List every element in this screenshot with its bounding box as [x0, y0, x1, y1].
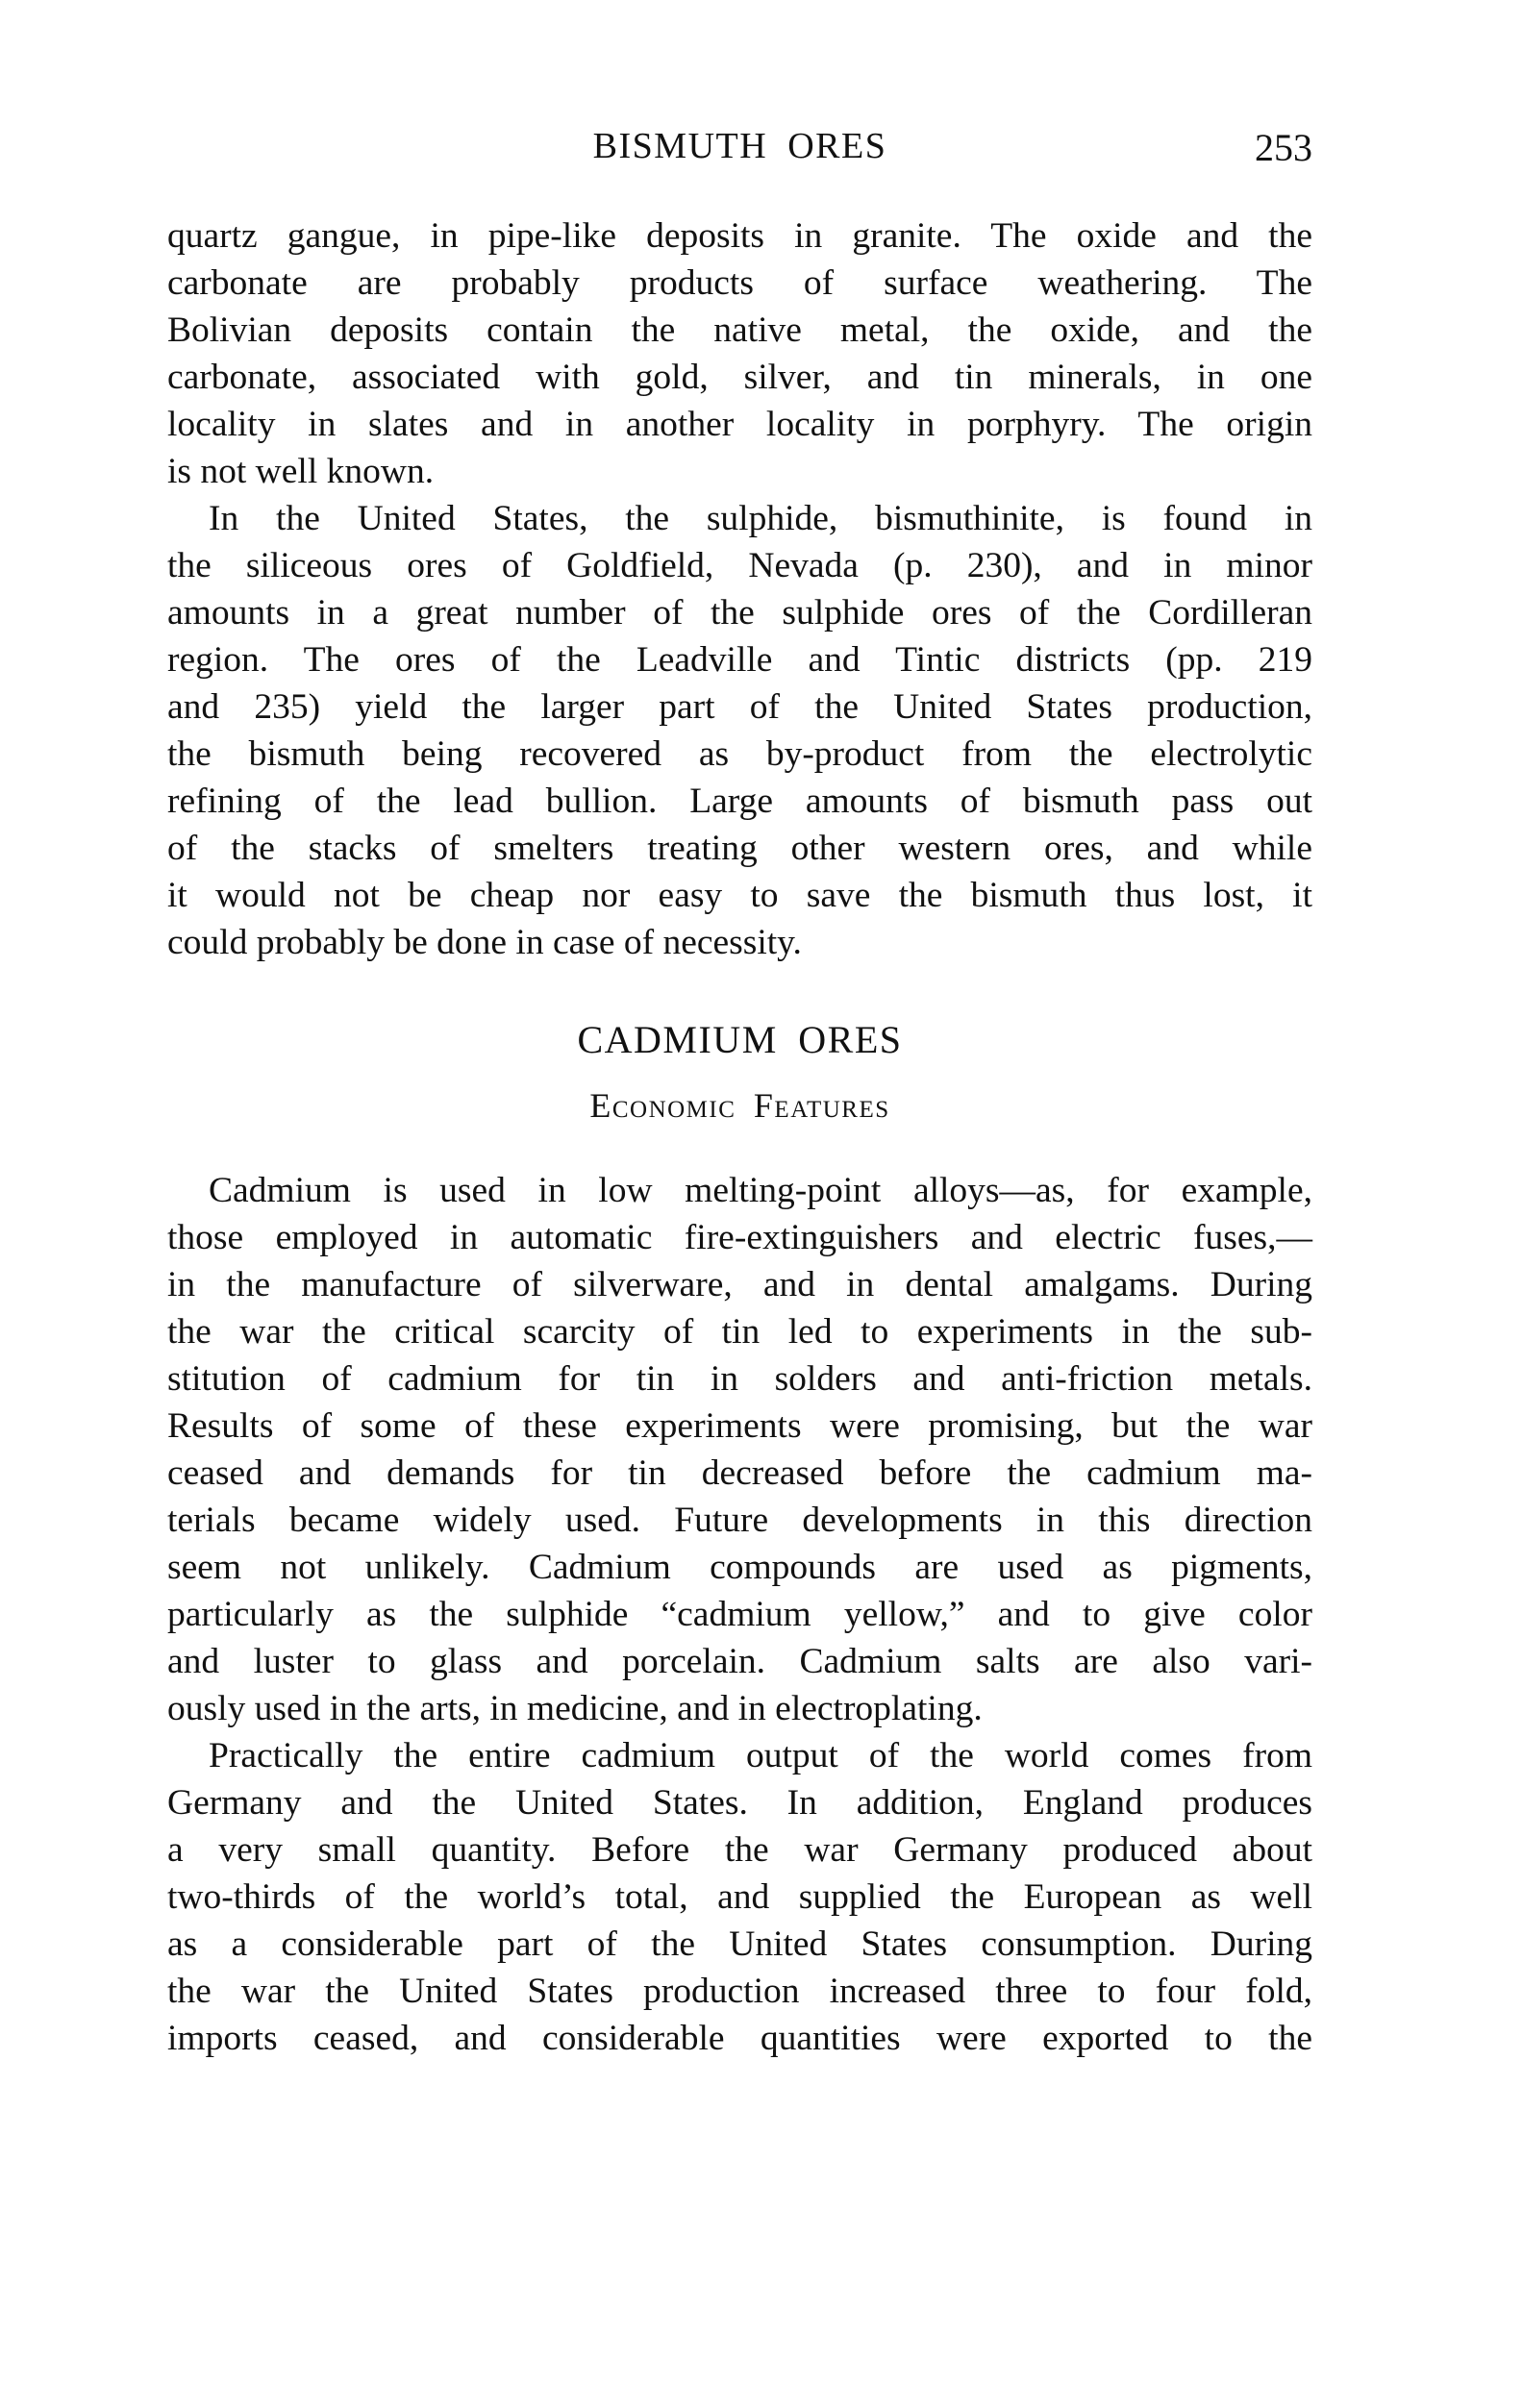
- text-line: carbonate, associated with gold, silver, and tin minerals, in one: [167, 358, 1312, 397]
- section-subheading: Economic Features: [589, 1086, 890, 1125]
- text-line: the war the critical scarcity of tin led to experiments in the sub-: [167, 1312, 1312, 1352]
- paragraph: [167, 212, 1312, 495]
- text-line: a very small quantity. Before the war Germany produced about: [167, 1830, 1312, 1870]
- text-line: those employed in automatic fire-extinguishers and electric fuses,—: [167, 1218, 1312, 1257]
- cadmium-section: [167, 1167, 1312, 2062]
- text-line: seem not unlikely. Cadmium compounds are used as pigments,: [167, 1548, 1312, 1587]
- text-line: as a considerable part of the United States consumption. During: [167, 1924, 1312, 1964]
- text-line: region. The ores of the Leadville and Tintic districts (pp. 219: [167, 640, 1312, 680]
- text-line: is not well known.: [167, 452, 435, 491]
- text-line: it would not be cheap nor easy to save the bismuth thus lost, it: [167, 876, 1312, 915]
- text-line: and 235) yield the larger part of the United States production,: [167, 687, 1312, 727]
- text-line: Results of some of these experiments were promising, but the war: [167, 1406, 1312, 1446]
- text-line: stitution of cadmium for tin in solders and anti-friction metals.: [167, 1359, 1312, 1399]
- text-line: quartz gangue, in pipe-like deposits in granite. The oxide and the: [167, 216, 1312, 256]
- paragraph: [167, 495, 1312, 966]
- text-line: the bismuth being recovered as by-product from the electrolytic: [167, 734, 1312, 774]
- running-head: [167, 123, 1312, 169]
- text-line: terials became widely used. Future developments in this direction: [167, 1501, 1312, 1540]
- text-line: carbonate are probably products of surface weathering. The: [167, 263, 1312, 303]
- page-number: 253: [1255, 126, 1312, 169]
- text-line: particularly as the sulphide “cadmium yellow,” and to give color: [167, 1595, 1312, 1634]
- text-line: two-thirds of the world’s total, and supplied the European as well: [167, 1877, 1312, 1917]
- text-line: ceased and demands for tin decreased before the cadmium ma-: [167, 1453, 1312, 1493]
- paragraph: [167, 1732, 1312, 2062]
- text-line: refining of the lead bullion. Large amounts of bismuth pass out: [167, 782, 1312, 821]
- text-line: ously used in the arts, in medicine, and in electroplating.: [167, 1689, 983, 1728]
- text-line: the war the United States production increased three to four fold,: [167, 1972, 1312, 2011]
- text-line: in the manufacture of silverware, and in dental amalgams. During: [167, 1265, 1312, 1304]
- text-line: In the United States, the sulphide, bismuthinite, is found in: [209, 499, 1312, 538]
- section-heading: CADMIUM ORES: [577, 1018, 903, 1061]
- paragraph: [167, 1167, 1312, 1732]
- text-line: and luster to glass and porcelain. Cadmium salts are also vari-: [167, 1642, 1312, 1681]
- text-line: could probably be done in case of necessity.: [167, 923, 802, 962]
- bismuth-section: [167, 212, 1312, 966]
- text-line: imports ceased, and considerable quantities were exported to the: [167, 2019, 1312, 2058]
- text-line: locality in slates and in another locality in porphyry. The origin: [167, 405, 1312, 444]
- text-line: of the stacks of smelters treating other western ores, and while: [167, 829, 1312, 868]
- text-line: Bolivian deposits contain the native metal, the oxide, and the: [167, 310, 1312, 350]
- text-line: amounts in a great number of the sulphide ores of the Cordilleran: [167, 593, 1312, 633]
- text-line: the siliceous ores of Goldfield, Nevada (p. 230), and in minor: [167, 546, 1312, 585]
- text-line: Germany and the United States. In addition, England produces: [167, 1783, 1312, 1823]
- text-line: Practically the entire cadmium output of the world comes from: [209, 1736, 1312, 1775]
- running-title: BISMUTH ORES: [592, 126, 887, 166]
- text-line: Cadmium is used in low melting-point alloys—as, for example,: [209, 1171, 1312, 1210]
